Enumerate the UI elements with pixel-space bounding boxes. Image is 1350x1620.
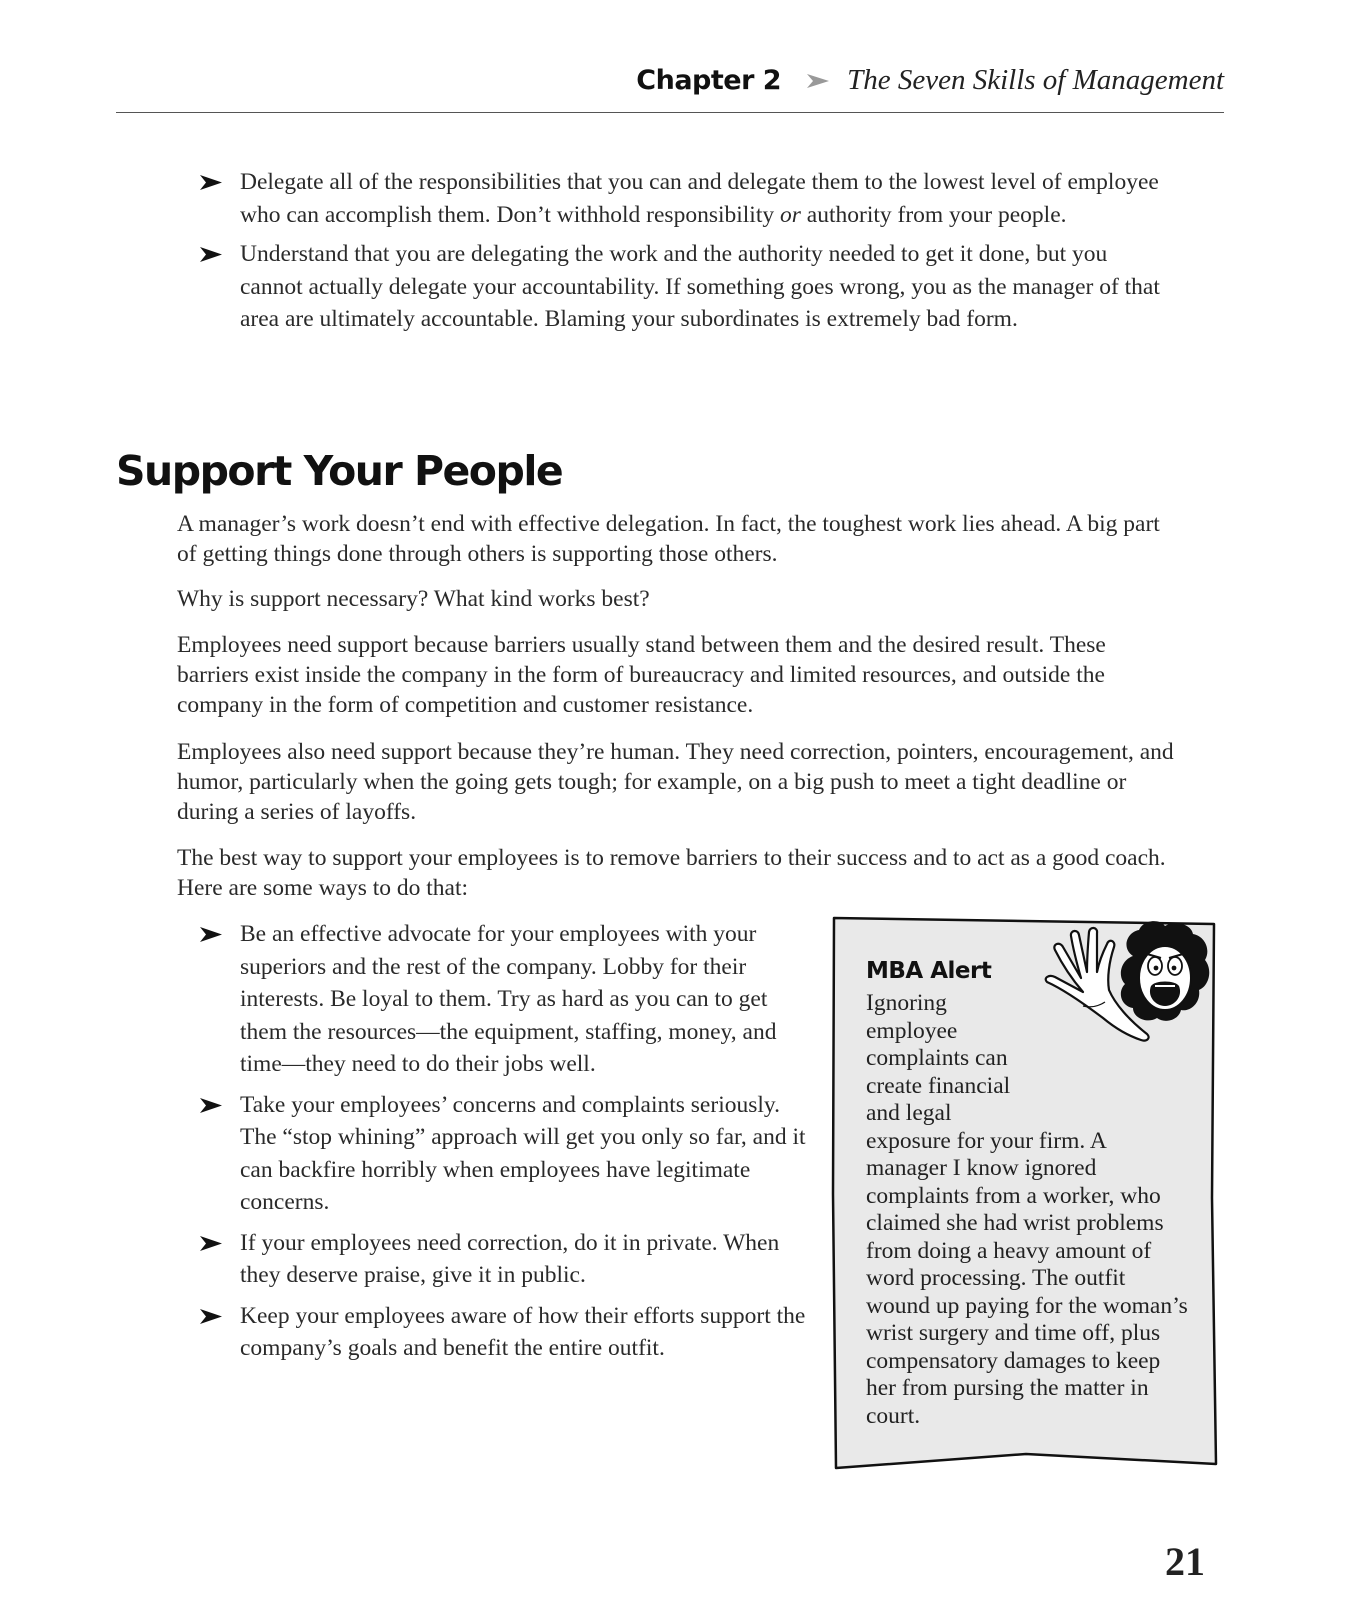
bullet-arrow-icon (200, 1309, 222, 1324)
body-paragraph: Employees need support because barriers usually stand between them and the desired result. These barriers exist inside the company in the form of bureaucracy and limited resources, and outside the company in the form of competition and customer resistance. (177, 632, 1106, 718)
bullet-list-top (200, 166, 1160, 343)
body-paragraph: Why is support necessary? What kind works best? (177, 586, 650, 612)
mba-alert-sidebar (830, 916, 1218, 1472)
section-title: Support Your People (116, 447, 563, 495)
chapter-label: Chapter 2 (636, 65, 782, 96)
body-paragraph: Employees also need support because they’re human. They need correction, pointers, encouragement, and humor, particularly when the going gets tough; for example, on a big push to meet a tight deadline or during a series of layoffs. (177, 739, 1174, 825)
body-paragraph: The best way to support your employees is to remove barriers to their success and to act as a good coach. Here are some ways to do that: (177, 845, 1166, 901)
bullet-arrow-icon (200, 1236, 222, 1251)
alarmed-cartoon-face-icon (1025, 920, 1215, 1076)
book-title: The Seven Skills of Management (847, 64, 1224, 96)
list-item: Keep your employees aware of how their efforts support the company’s goals and benefit the entire outfit. (200, 1300, 810, 1365)
list-item: If your employees need correction, do it in private. When they deserve praise, give it in public. (200, 1227, 810, 1292)
page-number: 21 (1165, 1539, 1205, 1584)
list-item: Understand that you are delegating the work and the authority needed to get it done, but you cannot actually delegate your accountability. If something goes wrong, you as the manager of that area are ultimately accountable. Blaming your subordinates is extremely bad form. (200, 238, 1160, 336)
bullet-arrow-icon (200, 247, 222, 262)
bullet-arrow-icon (200, 1098, 222, 1113)
sidebar-text: Ignoring employee complaints can create financial and legal exposure for your firm. A manager I know ignored complaints from a worker, who claimed she had wrist problems from doing a heavy amount of word processing. The outfit wound up paying for the woman’s wrist surgery and time off, plus compensatory damages to keep her from pursing the matter in court. (866, 990, 1188, 1429)
arrow-separator-icon (807, 73, 829, 89)
bullet-list-bottom (200, 918, 810, 1373)
running-header (116, 60, 1224, 113)
list-item: Delegate all of the responsibilities that you can and delegate them to the lowest level of employee who can accomplish them. Don’t withhold responsibility or authority from your people. (200, 166, 1160, 231)
bullet-arrow-icon (200, 175, 222, 190)
body-paragraph: A manager’s work doesn’t end with effective delegation. In fact, the toughest work lies ahead. A big part of getting things done through others is supporting those others. (177, 511, 1160, 567)
sidebar-title: MBA Alert (866, 958, 992, 984)
list-item: Take your employees’ concerns and complaints seriously. The “stop whining” approach will get you only so far, and it can backfire horribly when employees have legitimate concerns. (200, 1089, 810, 1219)
bullet-arrow-icon (200, 927, 222, 942)
list-item: Be an effective advocate for your employees with your superiors and the rest of the company. Lobby for their interests. Be loyal to them. Try as hard as you can to get them the resources—the equipment, staffing, money, and time—they need to do their jobs well. (200, 918, 810, 1081)
